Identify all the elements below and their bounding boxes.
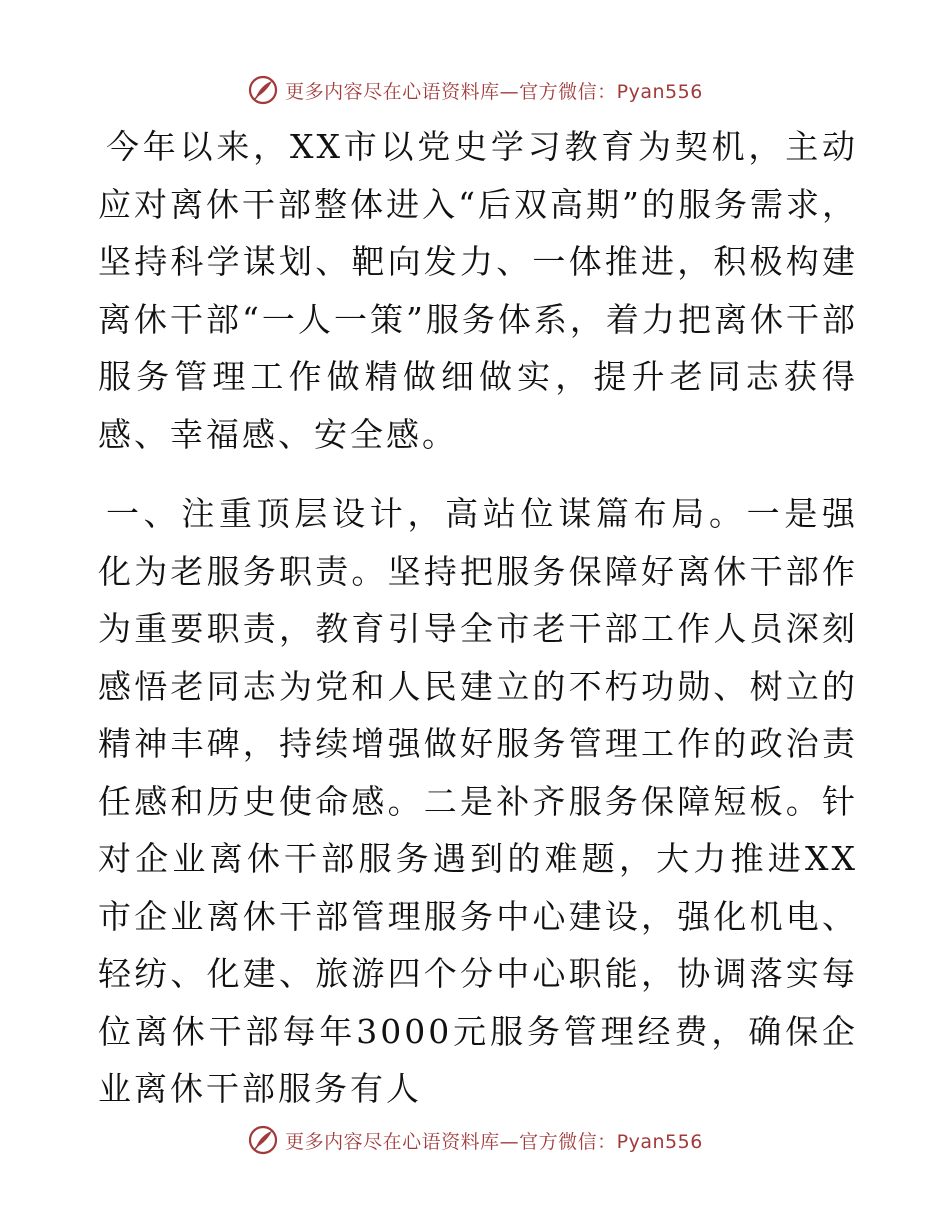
feather-quill-logo-icon bbox=[247, 1124, 279, 1156]
body-paragraph-section-one: 一、注重顶层设计，高站位谋篇布局。一是强化为老服务职责。坚持把服务保障好离休干部作为重要职责，教育引导全市老干部工作人员深刻感悟老同志为党和人民建立的不朽功勋、树立的精神丰碑，持续增强做好服务管理工作的政治责任感和历史使命感。二是补齐服务保障短板。针对企业离休干部服务遇到的难题，大力推进XX市企业离休干部管理服务中心建设，强化机电、轻纺、化建、旅游四个分中心职能，协调落实每位离休干部每年3000元服务管理经费，确保企业离休干部服务有人 bbox=[98, 494, 858, 1108]
feather-quill-logo-icon bbox=[247, 74, 279, 106]
banner-text: 更多内容尽在心语资料库—官方微信：Pyan556 bbox=[285, 80, 703, 103]
header-banner bbox=[0, 70, 950, 110]
footer-banner bbox=[0, 1120, 950, 1160]
body-paragraph-intro: 今年以来，XX市以党史学习教育为契机，主动应对离休干部整体进入“后双高期”的服务需求，坚持科学谋划、靶向发力、一体推进，积极构建离休干部“一人一策”服务体系，着力把离休干部服务管理工作做精做细做实，提升老同志获得感、幸福感、安全感。 bbox=[98, 127, 858, 454]
banner-text: 更多内容尽在心语资料库—官方微信：Pyan556 bbox=[285, 1130, 703, 1153]
